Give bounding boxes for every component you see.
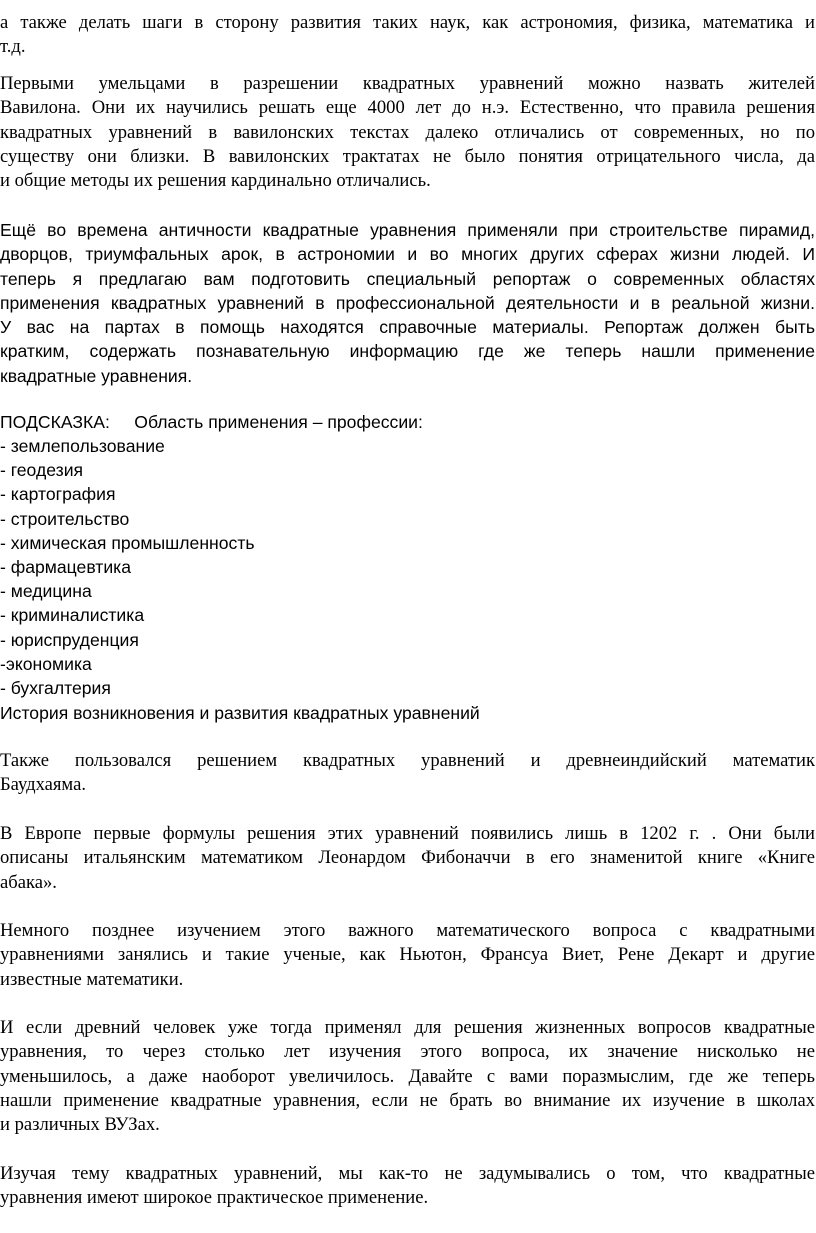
paragraph-application xyxy=(0,1016,815,1137)
text-line: существу они близки. В вавилонских трактатах не было понятия отрицательного числа, да xyxy=(0,145,815,167)
heading-text: История возникновения и развития квадратных уравнений xyxy=(0,703,480,723)
list-item: - юриспруденция xyxy=(0,629,139,650)
text-line: Первыми умельцами в разрешении квадратных уравнений можно назвать жителей xyxy=(0,73,815,94)
list-item: -экономика xyxy=(0,653,92,674)
paragraph-antiquity-task xyxy=(0,218,815,388)
paragraph-practical xyxy=(0,1162,815,1211)
text-line: кратким, содержать познавательную информацию где же теперь нашли применение xyxy=(0,341,815,362)
professions-list xyxy=(0,434,255,700)
section-heading-history xyxy=(0,701,815,725)
text-line: уравнениями занялись и такие ученые, как Ньютон, Франсуа Виет, Рене Декарт и другие xyxy=(0,944,815,966)
text-line: уравнения, то через столько лет изучения этого вопроса, их значение нисколько не xyxy=(0,1041,815,1063)
text-line: квадратных уравнений в вавилонских текстах далеко отличались от современных, но по xyxy=(0,121,815,143)
list-item: - картография xyxy=(0,484,116,505)
text-line: И если древний человек уже тогда применял для решения жизненных вопросов квадратные xyxy=(0,1017,815,1038)
text-line: описаны итальянским математиком Леонардом Фибоначчи в его знаменитой книге «Книге xyxy=(0,847,815,869)
text-line: У вас на партах в помощь находятся справочные материалы. Репортаж должен быть xyxy=(0,317,815,338)
text-line: абака». xyxy=(0,871,57,893)
hint-title: ПОДСКАЗКА: Область применения – профессии: xyxy=(0,412,423,432)
text-line: Немного позднее изучением этого важного математического вопроса с квадратными xyxy=(0,920,815,941)
text-line: уравнения имеют широкое практическое применение. xyxy=(0,1187,429,1209)
paragraph-baudhayana xyxy=(0,749,815,798)
text-line: а также делать шаги в сторону развития таких наук, как астрономия, физика, математика и xyxy=(0,12,815,33)
text-line: Баудхаяма. xyxy=(0,774,86,796)
list-item: - землепользование xyxy=(0,436,165,456)
text-line: Ещё во времена античности квадратные уравнения применяли при строительстве пирамид, xyxy=(0,220,815,240)
text-line: уменьшилось, а даже наоборот увеличилось. Давайте с вами поразмыслим, где же теперь xyxy=(0,1065,815,1087)
text-line: и общие методы их решения кардинально отличались. xyxy=(0,170,431,192)
list-item: - бухгалтерия xyxy=(0,678,111,699)
paragraph-fibonacci xyxy=(0,822,815,895)
paragraph-intro-continuation xyxy=(0,11,815,60)
list-item: - криминалистика xyxy=(0,605,145,626)
paragraph-scientists xyxy=(0,919,815,992)
text-line: т.д. xyxy=(0,36,26,58)
paragraph-babylon xyxy=(0,72,815,193)
text-line: и различных ВУЗах. xyxy=(0,1114,160,1136)
text-line: Изучая тему квадратных уравнений, мы как-то не задумывались о том, что квадратные xyxy=(0,1163,815,1184)
text-line: известные математики. xyxy=(0,968,184,990)
text-line: дворцов, триумфальных арок, в астрономии и во многих других сферах жизни людей. И xyxy=(0,244,815,265)
text-line: Вавилона. Они их научились решать еще 4000 лет до н.э. Естественно, что правила решения xyxy=(0,97,815,119)
text-line: квадратные уравнения. xyxy=(0,365,193,386)
text-line: В Европе первые формулы решения этих уравнений появились лишь в 1202 г. . Они были xyxy=(0,823,815,844)
list-item: - фармацевтика xyxy=(0,557,132,578)
list-item: - геодезия xyxy=(0,460,84,481)
text-line: Также пользовался решением квадратных уравнений и древнеиндийский математик xyxy=(0,750,815,771)
list-item: - строительство xyxy=(0,508,130,529)
text-line: применения квадратных уравнений в профессиональной деятельности и в реальной жизни. xyxy=(0,292,815,313)
list-item: - медицина xyxy=(0,581,92,602)
text-line: теперь я предлагаю вам подготовить специальный репортаж о современных областях xyxy=(0,268,815,289)
text-line: нашли применение квадратные уравнения, если не брать во внимание их изучение в школах xyxy=(0,1089,815,1111)
list-item: - химическая промышленность xyxy=(0,532,255,553)
